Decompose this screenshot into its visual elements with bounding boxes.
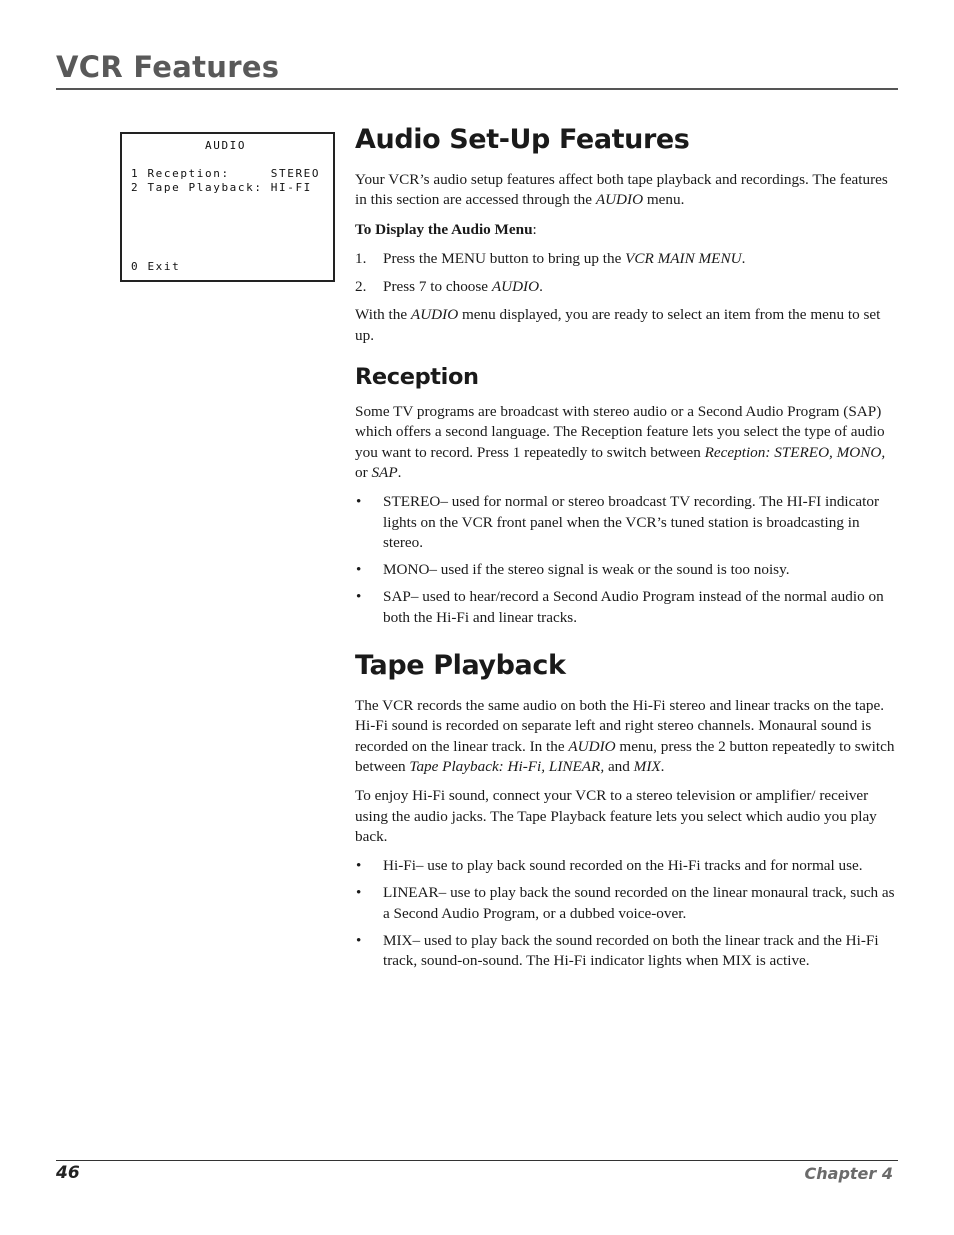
text-run: Some TV programs are broadcast with stereo audio or a Second Audio Program (SAP) which offers a second language. The Reception feature lets you select the type of audio you want to record. Press 1 repeatedly to switch between: [355, 403, 885, 461]
audio-menu-screen: [120, 132, 335, 282]
bullet-icon: •: [356, 493, 362, 511]
menu-name: VCR MAIN MENU: [625, 249, 742, 267]
bullet-icon: •: [356, 588, 362, 606]
text-run: Press 7 to choose: [383, 278, 492, 296]
list-item-text: SAP– used to hear/record a Second Audio Program instead of the normal audio on both the Hi-Fi and linear tracks.: [383, 588, 884, 626]
list-item: [355, 856, 899, 876]
page-number: 46: [56, 1163, 80, 1183]
list-item: [355, 931, 899, 972]
list-item-text: STEREO– used for normal or stereo broadcast TV recording. The HI-FI indicator lights on the VCR front panel when the VCR’s tuned station is broadcasting in stereo.: [383, 493, 879, 551]
screen-title: AUDIO: [205, 139, 247, 152]
tape-playback-paragraph: [355, 696, 899, 777]
option-name: SAP: [371, 463, 398, 481]
screen-line-reception: 1 Reception: STEREO: [131, 167, 321, 180]
list-item-text: MONO– used if the stereo signal is weak or the sound is too noisy.: [383, 561, 790, 579]
display-menu-steps: [355, 249, 899, 298]
option-names: Tape Playback: Hi-Fi, LINEAR,: [409, 757, 605, 775]
bullet-icon: •: [356, 932, 362, 950]
step-item: [355, 277, 899, 297]
text-run: menu.: [643, 191, 685, 209]
text-run: .: [539, 278, 543, 296]
bullet-icon: •: [356, 884, 362, 902]
footer-divider: [56, 1160, 898, 1161]
screen-line-tape-playback: 2 Tape Playback: HI-FI: [131, 181, 312, 194]
menu-name: AUDIO: [568, 737, 616, 755]
audio-menu-paragraph: [355, 305, 899, 346]
step-item: [355, 249, 899, 269]
section-heading-reception: Reception: [355, 364, 479, 391]
text-run: or: [355, 463, 372, 481]
bullet-icon: •: [356, 857, 362, 875]
chapter-label: Chapter 4: [804, 1164, 893, 1183]
text-run: Press the MENU button to bring up the: [383, 249, 626, 267]
list-item-text: Hi-Fi– use to play back sound recorded on the Hi-Fi tracks and for normal use.: [383, 857, 863, 875]
menu-name: AUDIO: [595, 191, 644, 209]
text-run: menu displayed, you are ready to select an item from the menu to set up.: [355, 306, 881, 344]
reception-paragraph: [355, 402, 899, 483]
main-column: [355, 118, 899, 980]
step-number: 2.: [355, 278, 367, 296]
display-menu-heading: To Display the Audio Menu: [355, 220, 533, 238]
list-item-text: LINEAR– use to play back the sound recorded on the linear monaural track, such as a Second Audio Program, or a dubbed voice-over.: [383, 884, 895, 922]
text-run: menu, press the 2 button repeatedly to switch between: [355, 737, 895, 775]
text-run: .: [741, 249, 746, 267]
text-run: and: [604, 757, 634, 775]
bullet-icon: •: [356, 561, 362, 579]
reception-options-list: [355, 492, 899, 628]
step-number: 1.: [355, 249, 367, 267]
page-header-title: VCR Features: [56, 50, 280, 84]
section-heading-tape-playback: Tape Playback: [355, 650, 566, 682]
list-item: [355, 492, 899, 553]
tape-playback-options-list: [355, 856, 899, 971]
hifi-connection-paragraph: To enjoy Hi-Fi sound, connect your VCR to a stereo television or amplifier/ receiver using the audio jacks. The Tape Playback feature lets you select which audio you play back.: [355, 787, 877, 845]
text-run: :: [532, 220, 537, 238]
text-run: .: [660, 757, 665, 775]
header-divider: [56, 88, 898, 90]
display-menu-label: [355, 220, 899, 240]
text-run: With the: [355, 306, 411, 324]
text-run: .: [397, 463, 402, 481]
audio-intro-paragraph: [355, 170, 899, 211]
list-item: [355, 560, 899, 580]
list-item-text: MIX– used to play back the sound recorded on both the linear track and the Hi-Fi track, sound-on-sound. The Hi-Fi indicator lights when MIX is active.: [383, 932, 879, 970]
option-name: MIX: [633, 757, 661, 775]
list-item: [355, 587, 899, 628]
text-run: The VCR records the same audio on both the Hi-Fi stereo and linear tracks on the tape. Hi-Fi sound is recorded on separate left and right stereo channels. Monaural sound is recorded on the linear track. In the: [355, 697, 885, 755]
text-run: Your VCR’s audio setup features affect both tape playback and recordings. The features in this section are accessed through the: [355, 171, 888, 209]
list-item: [355, 883, 899, 924]
option-names: Reception: STEREO, MONO,: [704, 443, 886, 461]
section-heading-audio-setup: Audio Set-Up Features: [355, 124, 690, 155]
screen-exit: 0 Exit: [131, 260, 181, 273]
menu-name: AUDIO: [491, 278, 540, 296]
menu-name: AUDIO: [410, 306, 459, 324]
